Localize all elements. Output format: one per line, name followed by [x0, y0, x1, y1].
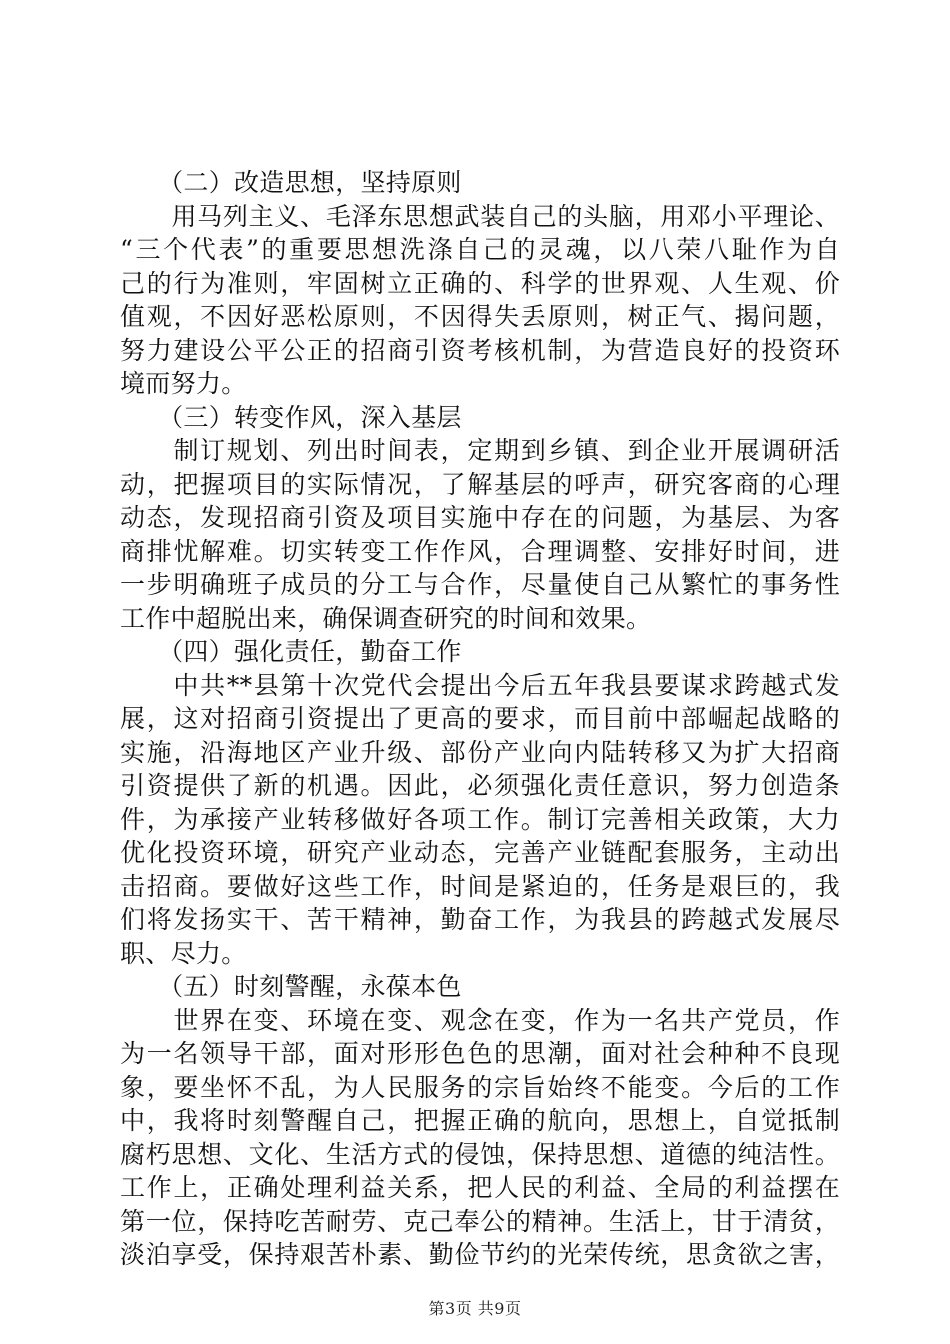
paragraph-line: 展，这对招商引资提出了更高的要求，而目前中部崛起战略的: [120, 704, 840, 733]
paragraph-line: 中共**县第十次党代会提出今后五年我县要谋求跨越式发: [120, 670, 840, 700]
paragraph-line: 值观，不因好恶松原则，不因得失丢原则，树正气、揭问题，: [120, 302, 840, 331]
paragraph-line: 动，把握项目的实际情况，了解基层的呼声，研究客商的心理: [120, 469, 840, 499]
paragraph-line: 一步明确班子成员的分工与合作，尽量使自己从繁忙的事务性: [120, 570, 840, 599]
paragraph-line: 第一位，保持吃苦耐劳、克己奉公的精神。生活上，甘于清贫，: [120, 1206, 840, 1236]
paragraph-line: 中，我将时刻警醒自己，把握正确的航向，思想上，自觉抵制: [120, 1106, 840, 1135]
paragraph-line: 动态，发现招商引资及项目实施中存在的问题，为基层、为客: [120, 503, 840, 532]
paragraph-line: 世界在变、环境在变、观念在变，作为一名共产党员，作: [120, 1005, 840, 1035]
paragraph-line: 腐朽思想、文化、生活方式的侵蚀，保持思想、道德的纯洁性。: [120, 1139, 840, 1169]
section-heading: （五）时刻警醒，永葆本色: [120, 972, 462, 1001]
paragraph-line: 们将发扬实干、苦干精神，勤奋工作，为我县的跨越式发展尽: [120, 905, 840, 934]
paragraph-line: 为一名领导干部，面对形形色色的思潮，面对社会种种不良现: [120, 1039, 840, 1068]
paragraph-line: 己的行为准则，牢固树立正确的、科学的世界观、人生观、价: [120, 268, 840, 298]
paragraph-line: 象，要坐怀不乱，为人民服务的宗旨始终不能变。今后的工作: [120, 1072, 840, 1102]
paragraph-line: 击招商。要做好这些工作，时间是紧迫的，任务是艰巨的，我: [120, 871, 840, 901]
section-heading: （二）改造思想，坚持原则: [120, 168, 462, 197]
paragraph-line: 职、尽力。: [120, 938, 247, 968]
paragraph-line: 商排忧解难。切实转变工作作风，合理调整、安排好时间，进: [120, 536, 840, 566]
paragraph-line: 优化投资环境，研究产业动态，完善产业链配套服务，主动出: [120, 838, 840, 867]
page-footer: 第3页 共9页: [428, 1299, 522, 1318]
paragraph-line: “三个代表”的重要思想洗涤自己的灵魂，以八荣八耻作为自: [120, 235, 840, 264]
section-heading: （四）强化责任，勤奋工作: [120, 637, 462, 666]
document-body: [120, 166, 840, 1272]
paragraph-line: 境而努力。: [120, 369, 247, 398]
paragraph-line: 件，为承接产业转移做好各项工作。制订完善相关政策，大力: [120, 804, 840, 834]
paragraph-line: 淡泊享受，保持艰苦朴素、勤俭节约的光荣传统，思贪欲之害，: [120, 1240, 840, 1269]
paragraph-line: 工作中超脱出来，确保调查研究的时间和效果。: [120, 603, 652, 633]
paragraph-line: 实施，沿海地区产业升级、部份产业向内陆转移又为扩大招商: [120, 737, 840, 767]
paragraph-line: 引资提供了新的机遇。因此，必须强化责任意识，努力创造条: [120, 771, 840, 800]
paragraph-line: 工作上，正确处理利益关系，把人民的利益、全局的利益摆在: [120, 1173, 840, 1202]
paragraph-line: 努力建设公平公正的招商引资考核机制，为营造良好的投资环: [120, 335, 840, 365]
paragraph-line: 用马列主义、毛泽东思想武装自己的头脑，用邓小平理论、: [120, 201, 840, 231]
paragraph-line: 制订规划、列出时间表，定期到乡镇、到企业开展调研活: [120, 436, 840, 465]
section-heading: （三）转变作风，深入基层: [120, 402, 462, 432]
